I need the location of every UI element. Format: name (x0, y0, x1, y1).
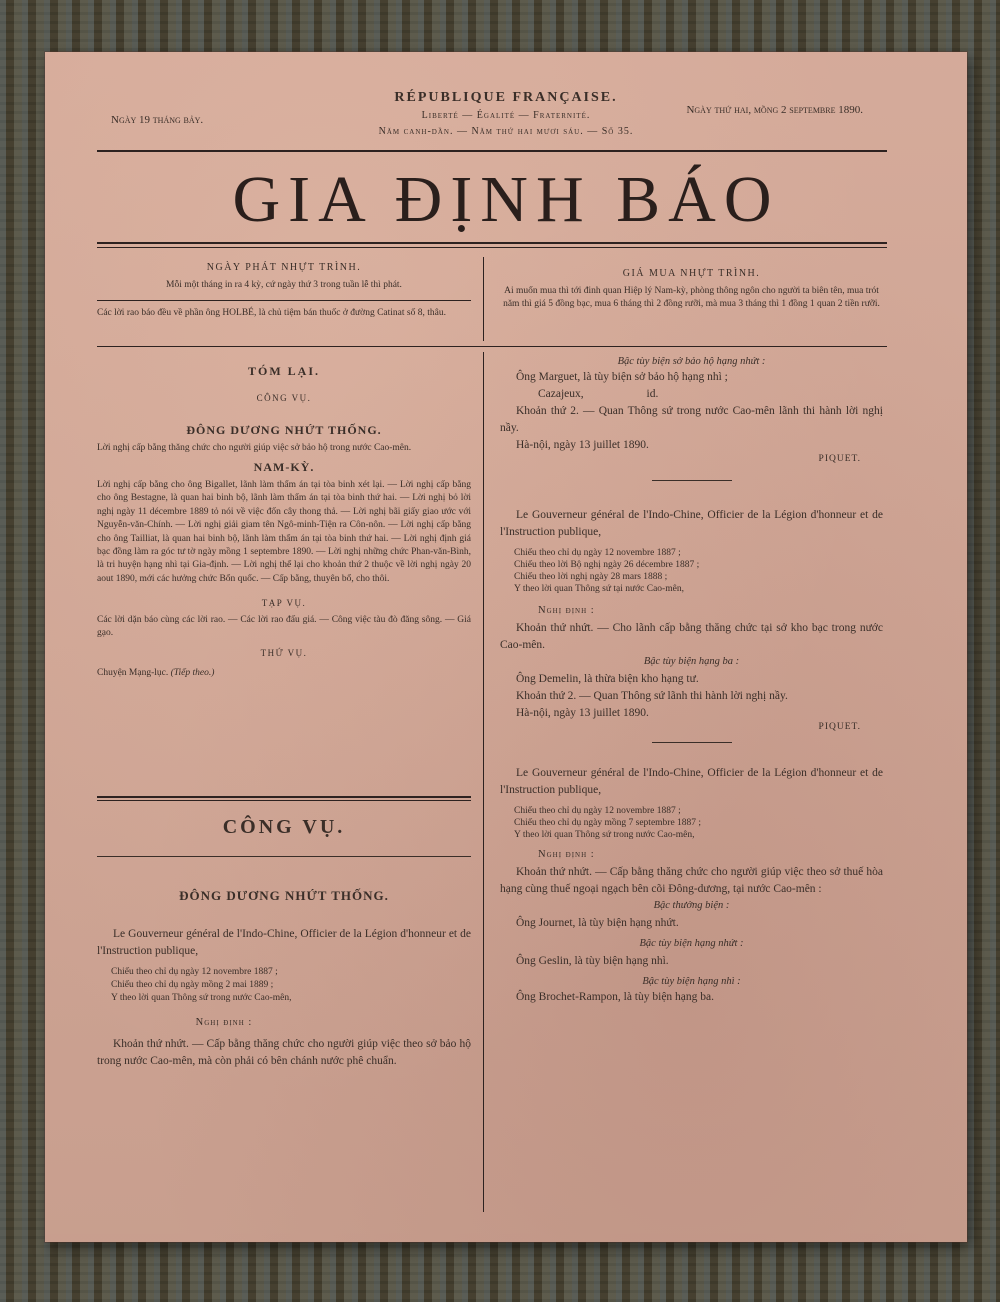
r-b3-l3: Ông Brochet-Rampon, là tùy biện hạng ba. (516, 991, 715, 1003)
summary-tap-vu-text: Các lời dặn báo cùng các lời rao. — Các lời rao đấu giá. — Công việc tàu đò đăng sông. — Giá gạo. (97, 615, 471, 639)
r-b1-italic: Bậc tùy biện sở bảo hộ hạng nhứt : (617, 356, 766, 367)
r-b3-i1: Bậc thưởng biện : (653, 900, 730, 911)
info-right-text: Ai muốn mua thì tới đinh quan Hiệp lý Nam-kỳ, phòng thông ngôn cho người ta biên tên, mua trót năm thì giá 5 đồng bạc, mua 6 tháng thì 2 đồng rưỡi, mà mua 3 tháng thì 1 đồng 1 quan 2 tiền rưỡi. (503, 286, 880, 309)
r-b3-i3: Bậc tùy biện hạng nhì : (642, 976, 741, 987)
r-b1-l2a: Cazajeux, (538, 388, 584, 400)
info-right-title: GIÁ MUA NHỰT TRÌNH. (622, 268, 761, 279)
r-b1-sig: PIQUET. (818, 454, 861, 464)
info-box-subscription (500, 268, 883, 311)
cong-vu-heading: CÔNG VỤ. (222, 816, 346, 838)
r-b1-l2b: id. (646, 388, 659, 400)
r-b3-cite: Chiếu theo chỉ dụ ngày 12 novembre 1887 ; (514, 806, 681, 816)
r-b3-khoan1: Khoản thứ nhứt. — Cấp bằng thăng chức cho người giúp việc theo sở thuế hòa hạng cùng thuế ngoại ngạch bên cõi Đông-dương, tại nước Cao-mên : (500, 866, 883, 895)
r-b3-nghi: Nghị định : (538, 849, 595, 860)
r-b2-cites (500, 547, 883, 595)
r-b2-khoan2: Khoản thứ 2. — Quan Thông sứ lãnh thi hành lời nghị nầy. (516, 690, 788, 702)
masthead-title: GIA ĐỊNH BÁO (232, 163, 780, 236)
summary-thu-vu-line (97, 666, 471, 680)
info-left-divider (97, 300, 471, 301)
summary-dong-duong-text: Lời nghị cấp bằng thăng chức cho người giúp việc sở bảo hộ trong nước Cao-mên. (97, 443, 412, 453)
info-vertical-rule (483, 257, 484, 341)
dong-duong-heading: ĐÔNG DƯƠNG NHỨT THỐNG. (179, 888, 389, 903)
summary-cong-vu: CÔNG VỤ. (256, 393, 312, 403)
motto: Liberté — Égalité — Fraternité. (421, 110, 591, 121)
info-left-title: NGÀY PHÁT NHỰT TRÌNH. (206, 262, 362, 273)
summary-tap-vu: TẠP VỤ. (261, 598, 307, 609)
date-lunar: Ngày 19 tháng bảy. (111, 114, 204, 126)
masthead-rule-thin (97, 247, 887, 248)
year-issue: Năm canh-dần. — Năm thứ hai mươi sáu. — Số 35. (378, 126, 634, 137)
summary-thu-vu-note: (Tiếp theo.) (170, 668, 215, 679)
r-b3-cites (500, 805, 883, 841)
r-b2-cite: Chiếu theo lời nghị ngày 28 mars 1888 ; (514, 572, 668, 582)
column-divider (483, 352, 484, 1212)
r-b1-date: Hà-nội, ngày 13 juillet 1890. (516, 439, 649, 451)
summary-thu-vu-text: Chuyện Mạng-lục. (97, 668, 169, 679)
r-b1-l1: Ông Marguet, là tùy biện sở bảo hộ hạng nhì ; (516, 371, 728, 383)
summary-title: TÓM LẠI. (247, 364, 320, 378)
r-b2-nghi: Nghị định : (538, 605, 595, 616)
cong-vu-rule (97, 856, 471, 857)
right-column (500, 356, 883, 1006)
r-b1-l2 (500, 386, 883, 403)
r-b2-date: Hà-nội, ngày 13 juillet 1890. (516, 707, 649, 719)
left-column-summary (97, 364, 471, 680)
left-nghi-dinh: Nghị định : (195, 1017, 253, 1028)
header-rule (97, 150, 887, 152)
r-b2-l1: Ông Demelin, là thừa biện kho hạng tư. (516, 673, 699, 685)
r-b3-l1: Ông Journet, là tùy biện hạng nhứt. (516, 917, 679, 929)
info-left-line1: Mỗi một tháng in ra 4 kỳ, cứ ngày thứ 3 trong tuần lễ thì phát. (166, 280, 402, 290)
left-section-rule-thin (97, 800, 471, 801)
summary-nam-ky-text: Lời nghị cấp bằng cho ông Bigallet, lãnh làm thẩm án tại tòa binh xét lại. — Lời nghị cấp bằng cho ông Bestagne, là quan hai binh bộ, lãnh làm thẩm án tại tòa binh thứ hai. — Lời nghị bỏ lời nghị ngày 11 décembre 1889 tỏ nói về việc đốn cây thong thả. — Lời nghị bãi giấy giao ước với Nguyễn-văn-Chính. — Lời nghị giải giam tên Ngô-minh-Tiện ra Côn-nôn. — Lời nghị cấp bằng cho ông Tailliat, là quan hai binh bộ, lãnh làm thẩm án tại tòa binh thứ hai. — Lời nghị định giá bạc đồng làm ra góc tư tờ ngày mồng 1 septembre 1890. — Lời nghị những chức Phan-văn-Bình, là tri huyện hạng nhì tại Gia-định. — Lời nghị thể lại cho khoản thứ 2 thuộc về lời nghị ngày 20 aout 1890, mới các hưởng chức Bổn quốc. — Cấp bằng, thuyên bổ, cho thôi. (97, 480, 471, 584)
summary-nam-ky: NAM-KỲ. (253, 460, 315, 474)
r-b2-cite: Chiếu theo chỉ dụ ngày 12 novembre 1887 ; (514, 548, 681, 558)
summary-dong-duong: ĐÔNG DƯƠNG NHỨT THỐNG. (186, 423, 382, 437)
info-box-publication (97, 262, 471, 320)
r-b1-khoan2: Khoản thứ 2. — Quan Thông sứ trong nước Cao-mên lãnh thi hành lời nghị nầy. (500, 405, 883, 434)
r-b3-gouv: Le Gouverneur général de l'Indo-Chine, Officier de la Légion d'honneur et de l'Instruction publique, (500, 767, 883, 796)
r-b2-italic: Bậc tùy biện hạng ba : (643, 656, 740, 667)
r-b3-i2: Bậc tùy biện hạng nhứt : (639, 938, 744, 949)
r-b2-gouv: Le Gouverneur général de l'Indo-Chine, Officier de la Légion d'honneur et de l'Instruction publique, (500, 509, 883, 538)
republic-title: RÉPUBLIQUE FRANÇAISE. (394, 90, 618, 105)
r-b2-cite: Y theo lời quan Thông sứ tại nước Cao-mên, (514, 584, 684, 594)
r-b2-cite: Chiếu theo lời Bộ nghị ngày 26 décembre 1887 ; (514, 560, 700, 570)
info-left-line2: Các lời rao báo đều về phần ông HOLBÉ, là chủ tiệm bán thuốc ở đường Catinat số 8, thâu. (97, 308, 446, 318)
r-b2-khoan1: Khoản thứ nhứt. — Cho lãnh cấp bằng thăng chức tại sở kho bạc trong nước Cao-mên. (500, 622, 883, 651)
left-cites (97, 966, 471, 1005)
masthead-rule (97, 242, 887, 244)
summary-thu-vu: THỨ VỤ. (260, 648, 308, 659)
left-column-decree (97, 888, 471, 1070)
r-b3-cite: Y theo lời quan Thông sứ trong nước Cao-mên, (514, 830, 695, 840)
r-b3-cite: Chiếu theo chỉ dụ ngày mồng 7 septembre 1887 ; (514, 818, 702, 828)
r-b2-rule (652, 742, 732, 743)
left-cite: Y theo lời quan Thông sứ trong nước Cao-mên, (111, 993, 292, 1003)
left-khoan1: Khoản thứ nhứt. — Cấp bằng thăng chức cho người giúp việc theo sở bảo hộ trong nước Cao-mên, mà còn phải có bên chánh nước phê chuẩn. (97, 1038, 471, 1067)
r-b3-l2: Ông Geslin, là tùy biện hạng nhì. (516, 955, 669, 967)
info-bottom-rule (97, 346, 887, 347)
date-gregorian: Ngày thứ hai, mồng 2 septembre 1890. (686, 104, 863, 116)
r-b2-sig: PIQUET. (818, 722, 861, 732)
left-cite: Chiếu theo chỉ dụ ngày 12 novembre 1887 ; (111, 967, 278, 977)
r-b1-rule (652, 480, 732, 481)
left-section-rule (97, 796, 471, 798)
newspaper-page (45, 52, 967, 1242)
left-cite: Chiếu theo chỉ dụ ngày mồng 2 mai 1889 ; (111, 980, 274, 990)
left-gouverneur: Le Gouverneur général de l'Indo-Chine, Officier de la Légion d'honneur et de l'Instruction publique, (97, 928, 471, 957)
